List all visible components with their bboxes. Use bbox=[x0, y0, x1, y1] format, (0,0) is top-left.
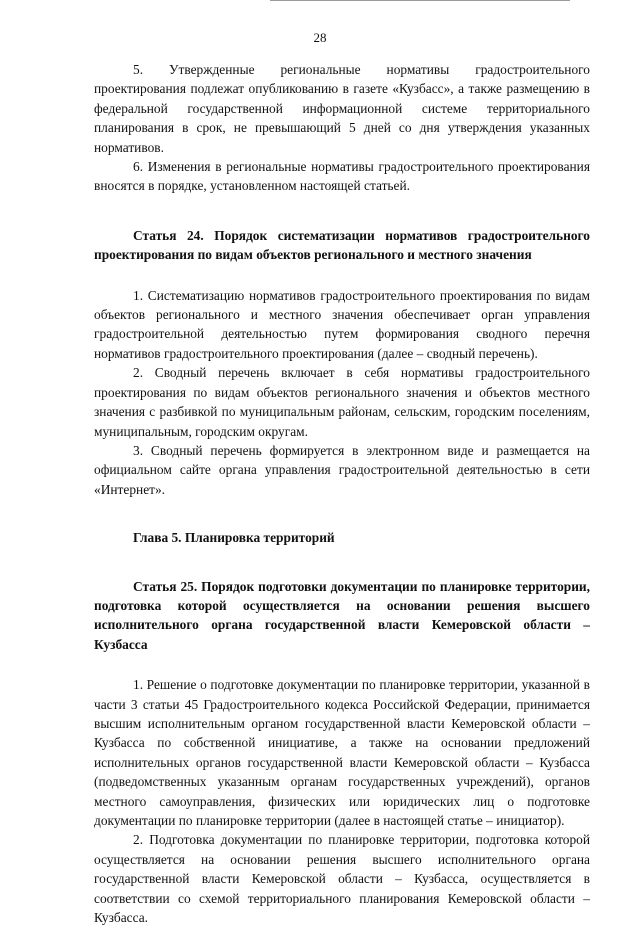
article-24-paragraph-3: 3. Сводный перечень формируется в электронном виде и размещается на официальном сайте органа управления градостроительной деятельностью в сети «Интернет». bbox=[94, 442, 590, 497]
article-25-heading: Статья 25. Порядок подготовки документации по планировке территории, подготовка которой осуществляется на основании решения высшего исполнительного органа государственной власти Кемеровской области – Кузбасса bbox=[94, 578, 590, 652]
page-number: 28 bbox=[313, 30, 327, 45]
article-24-paragraph-1: 1. Систематизацию нормативов градостроительного проектирования по видам объектов регионального и местного значения обеспечивает орган управления градостроительной деятельностью путем формирования сводного перечня нормативов градостроительного проектирования (далее – сводный перечень). bbox=[94, 287, 590, 361]
paragraph-6: 6. Изменения в региональные нормативы градостроительного проектирования вносятся в порядке, установленном настоящей статьей. bbox=[94, 159, 590, 194]
scan-edge-line bbox=[270, 0, 570, 1]
article-25-paragraph-2: 2. Подготовка документации по планировке территории, подготовка которой осуществляется на основании решения высшего исполнительного органа государственной власти Кемеровской области – Кузбасса, осуществляется в соответствии со схемой территориального планирования Кемеровской области – Кузбасса. bbox=[94, 832, 590, 926]
paragraph-5: 5. Утвержденные региональные нормативы градостроительного проектирования подлежат опубликованию в газете «Кузбасс», а также размещению в федеральной государственной информационной системе территориального планирования в срок, не превышающий 5 дней со дня утверждения указанных нормативов. bbox=[94, 62, 590, 155]
article-24-heading: Статья 24. Порядок систематизации нормативов градостроительного проектирования по видам объектов регионального и местного значения bbox=[94, 227, 590, 263]
document-body bbox=[94, 60, 590, 927]
chapter-5-heading: Глава 5. Планировка территорий bbox=[133, 530, 335, 546]
article-24-paragraph-2: 2. Сводный перечень включает в себя нормативы градостроительного проектирования по видам объектов регионального значения и объектов местного значения с разбивкой по муниципальным районам, сельским, городским поселениям, муниципальным, городским округам. bbox=[94, 365, 590, 439]
article-25-paragraph-1: 1. Решение о подготовке документации по планировке территории, указанной в части 3 статьи 45 Градостроительного кодекса Российской Федерации, принимается высшим исполнительным органом государственной власти Кемеровской области – Кузбасса по собственной инициативе, а также на основании предложений исполнительных органов государственной власти Кемеровской области – Кузбасса (подведомственных указанным органам государственных учреждений), органов местного самоуправления, физических или юридических лиц о подготовке документации по планировке территории (далее в настоящей статье – инициатор). bbox=[94, 677, 590, 828]
